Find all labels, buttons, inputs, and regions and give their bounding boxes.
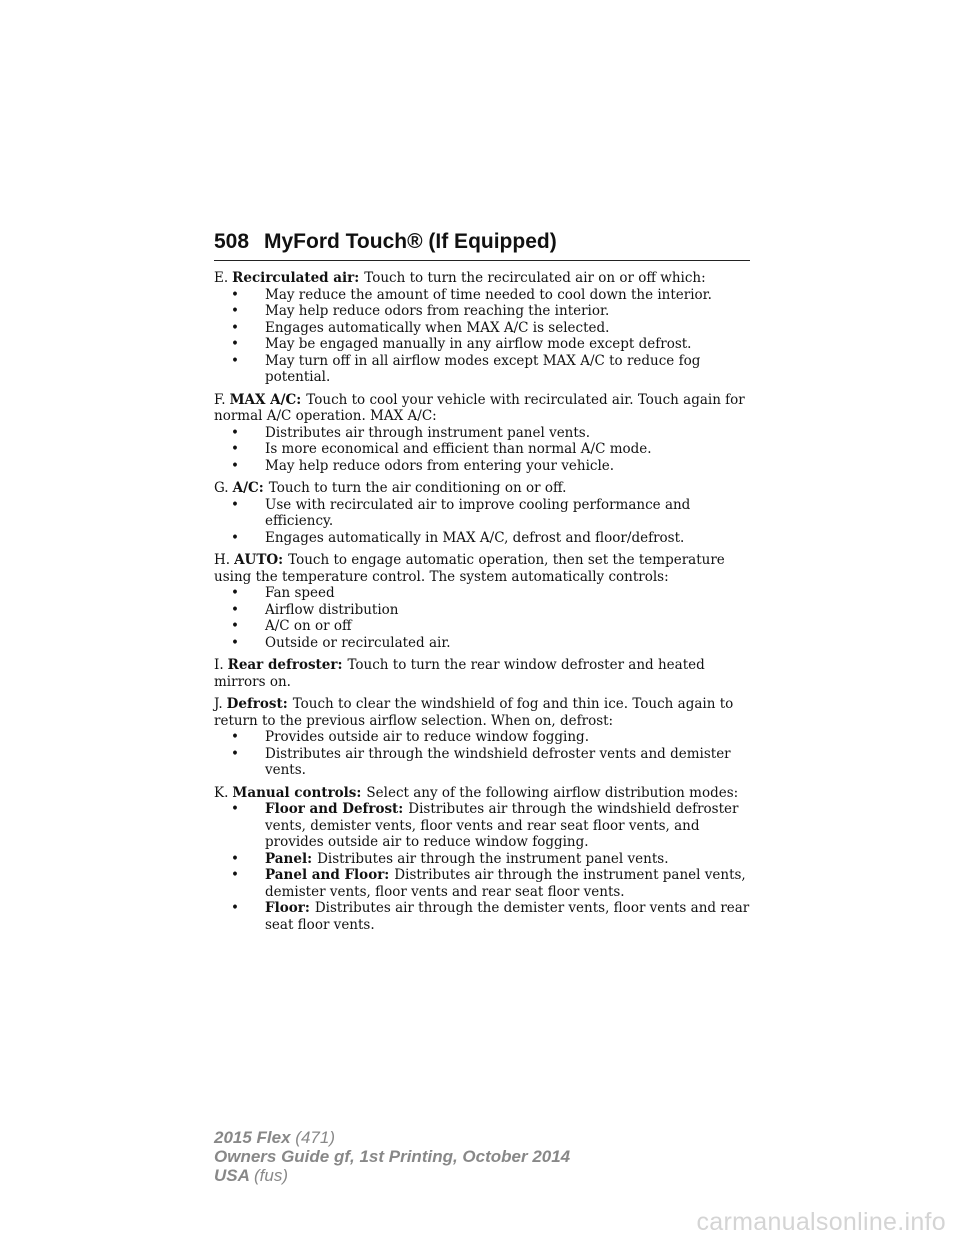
- list-item-body: [265, 287, 712, 303]
- section-letter: E.: [214, 270, 229, 286]
- list-item-body: [265, 618, 352, 634]
- list-item-term: Panel and Floor:: [265, 867, 390, 883]
- list-item-text: Distributes air through the instrument panel vents.: [317, 850, 669, 867]
- section-intro: [214, 785, 754, 802]
- list-item-body: [265, 746, 731, 779]
- list-item-text: Engages automatically in MAX A/C, defrost and floor/defrost.: [265, 529, 685, 546]
- footer-market: USA: [214, 1166, 250, 1185]
- bullet-list: [214, 729, 754, 779]
- list-item: [214, 867, 754, 900]
- section-letter: F.: [214, 391, 226, 408]
- list-item-text: May turn off in all airflow modes except MAX A/C to reduce fog potential.: [265, 352, 701, 385]
- section-term: A/C:: [232, 480, 264, 496]
- list-item-text: Is more economical and efficient than normal A/C mode.: [265, 441, 652, 457]
- manual-content: [214, 270, 754, 939]
- section-intro: [214, 392, 754, 425]
- section-f: [214, 392, 754, 475]
- section-term: Defrost:: [226, 696, 288, 712]
- section-intro: [214, 270, 754, 287]
- section-h: [214, 552, 754, 651]
- list-item: [214, 287, 754, 304]
- list-item: [214, 801, 754, 851]
- list-item-body: [265, 336, 691, 352]
- list-item: [214, 602, 754, 619]
- list-item-text: Engages automatically when MAX A/C is selected.: [265, 319, 610, 336]
- section-letter: I.: [214, 657, 224, 673]
- list-item-body: [265, 900, 749, 933]
- list-item-body: [265, 867, 746, 900]
- list-item: [214, 530, 754, 547]
- list-item-text: Distributes air through the instrument panel vents, demister vents, floor vents and rear seat floor vents.: [265, 867, 746, 900]
- bullet-icon: •: [231, 457, 239, 474]
- list-item-body: [265, 729, 589, 745]
- section-text: Touch to cool your vehicle with recirculated air. Touch again for normal A/C operation. MAX A/C:: [214, 391, 745, 424]
- bullet-icon: •: [231, 729, 239, 745]
- list-item-body: [265, 458, 614, 474]
- section-text: Touch to turn the rear window defroster and heated mirrors on.: [214, 657, 705, 690]
- bullet-list: [214, 497, 754, 547]
- list-item: [214, 618, 754, 635]
- list-item-body: [265, 425, 590, 441]
- section-letter: K.: [214, 784, 229, 801]
- section-letter: J.: [214, 696, 223, 712]
- page-number: 508: [214, 230, 250, 253]
- list-item-body: [265, 851, 668, 867]
- list-item: [214, 441, 754, 458]
- list-item-body: [265, 801, 738, 850]
- bullet-icon: •: [231, 529, 239, 546]
- footer-line-3: [214, 1166, 570, 1185]
- page-title: MyFord Touch® (If Equipped): [264, 230, 557, 253]
- list-item-text: May reduce the amount of time needed to cool down the interior.: [265, 286, 712, 303]
- footer-market-code: (fus): [254, 1166, 288, 1185]
- bullet-icon: •: [231, 336, 239, 352]
- bullet-icon: •: [231, 601, 239, 618]
- list-item-body: [265, 320, 609, 336]
- list-item: [214, 746, 754, 779]
- section-term: AUTO:: [234, 552, 284, 568]
- list-item-text: Airflow distribution: [265, 601, 399, 618]
- list-item: [214, 303, 754, 320]
- bullet-icon: •: [231, 303, 239, 319]
- bullet-icon: •: [231, 352, 239, 369]
- bullet-list: [214, 287, 754, 386]
- section-text: Touch to turn the recirculated air on or off which:: [364, 270, 706, 286]
- header-divider: [214, 260, 750, 261]
- bullet-icon: •: [231, 850, 239, 867]
- list-item-body: [265, 497, 690, 530]
- bullet-icon: •: [231, 441, 239, 457]
- list-item: [214, 425, 754, 442]
- list-item-term: Panel:: [265, 850, 313, 867]
- list-item-text: Distributes air through instrument panel vents.: [265, 424, 591, 441]
- section-letter: H.: [214, 552, 231, 568]
- bullet-icon: •: [231, 801, 239, 817]
- bullet-list: [214, 801, 754, 933]
- list-item-text: Distributes air through the demister vents, floor vents and rear seat floor vents.: [265, 900, 750, 933]
- list-item-body: [265, 441, 652, 457]
- section-intro: [214, 480, 754, 497]
- list-item-text: A/C on or off: [265, 618, 352, 634]
- list-item-text: May be engaged manually in any airflow mode except defrost.: [265, 336, 692, 352]
- footer-line-2: Owners Guide gf, 1st Printing, October 2014: [214, 1147, 571, 1166]
- list-item: [214, 635, 754, 652]
- list-item-body: [265, 353, 700, 386]
- section-text: Touch to engage automatic operation, then set the temperature using the temperature control. The system automatically controls:: [214, 552, 725, 585]
- page-header: [214, 228, 750, 262]
- bullet-icon: •: [231, 319, 239, 336]
- section-intro: [214, 696, 754, 729]
- section-term: Manual controls:: [232, 784, 362, 801]
- site-watermark: carmanualsonline.info: [696, 1208, 946, 1236]
- section-e: [214, 270, 754, 386]
- section-term: Rear defroster:: [227, 657, 343, 673]
- list-item-body: [265, 303, 609, 319]
- list-item: [214, 320, 754, 337]
- section-k: [214, 785, 754, 934]
- list-item-body: [265, 602, 398, 618]
- section-text: Select any of the following airflow distribution modes:: [366, 784, 739, 801]
- footer-line-1: [214, 1128, 570, 1147]
- list-item-text: May help reduce odors from entering your vehicle.: [265, 457, 615, 474]
- list-item-text: May help reduce odors from reaching the interior.: [265, 303, 610, 319]
- list-item-term: Floor:: [265, 900, 310, 916]
- section-intro: [214, 552, 754, 585]
- bullet-list: [214, 585, 754, 651]
- footer-code: (471): [295, 1128, 335, 1147]
- list-item: [214, 336, 754, 353]
- list-item: [214, 585, 754, 602]
- list-item-term: Floor and Defrost:: [265, 801, 404, 817]
- section-text: Touch to clear the windshield of fog and thin ice. Touch again to return to the previous airflow selection. When on, defrost:: [214, 696, 734, 729]
- bullet-icon: •: [231, 867, 239, 883]
- list-item: [214, 458, 754, 475]
- list-item: [214, 729, 754, 746]
- bullet-icon: •: [231, 900, 239, 916]
- list-item: [214, 353, 754, 386]
- list-item-text: Distributes air through the windshield defroster vents, demister vents, floor vents and rear seat floor vents, and provides outside air to reduce window fogging.: [265, 801, 739, 850]
- bullet-icon: •: [231, 585, 239, 601]
- list-item-text: Distributes air through the windshield defroster vents and demister vents.: [265, 745, 731, 778]
- bullet-list: [214, 425, 754, 475]
- section-g: [214, 480, 754, 546]
- list-item-text: Fan speed: [265, 585, 335, 601]
- section-j: [214, 696, 754, 779]
- list-item-text: Provides outside air to reduce window fogging.: [265, 729, 589, 745]
- footer-model: 2015 Flex: [214, 1128, 291, 1147]
- list-item: [214, 497, 754, 530]
- list-item-body: [265, 530, 684, 546]
- list-item-body: [265, 635, 451, 651]
- print-footer: [214, 1128, 570, 1185]
- list-item: [214, 900, 754, 933]
- section-i: [214, 657, 754, 690]
- bullet-icon: •: [231, 424, 239, 441]
- bullet-icon: •: [231, 496, 239, 513]
- section-term: MAX A/C:: [229, 391, 302, 408]
- bullet-icon: •: [231, 618, 239, 634]
- list-item: [214, 851, 754, 868]
- bullet-icon: •: [231, 745, 239, 762]
- section-intro: [214, 657, 754, 690]
- section-term: Recirculated air:: [232, 270, 360, 286]
- section-text: Touch to turn the air conditioning on or off.: [268, 480, 567, 496]
- list-item-body: [265, 585, 335, 601]
- bullet-icon: •: [231, 286, 239, 303]
- section-letter: G.: [214, 480, 229, 496]
- list-item-text: Outside or recirculated air.: [265, 634, 451, 651]
- bullet-icon: •: [231, 634, 239, 651]
- list-item-text: Use with recirculated air to improve cooling performance and efficiency.: [265, 496, 691, 529]
